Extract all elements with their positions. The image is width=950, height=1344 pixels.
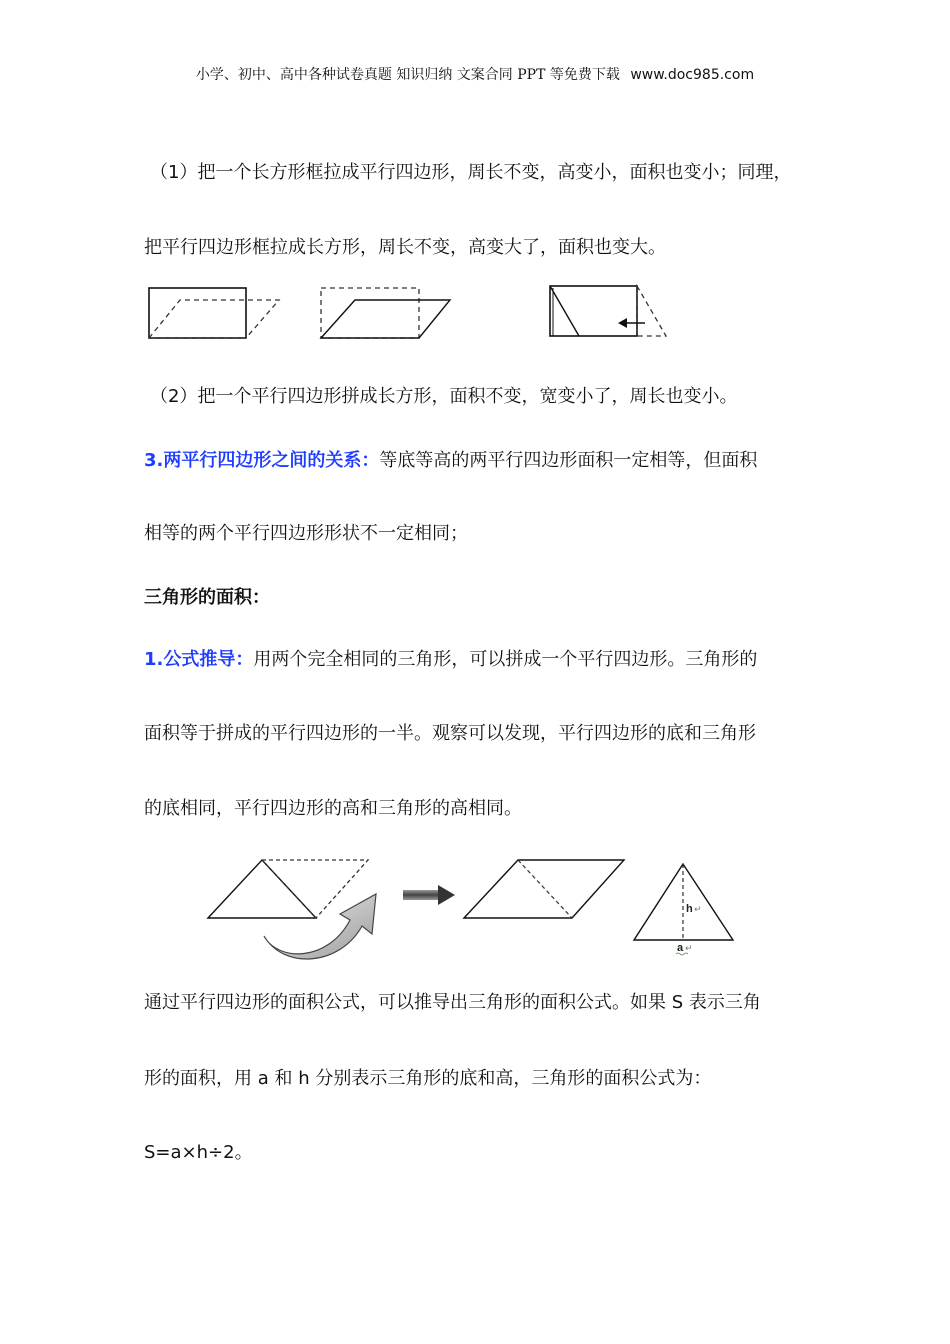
para4-line2: 面积等于拼成的平行四边形的一半。观察可以发现，平行四边形的底和三角形 xyxy=(144,723,756,744)
figure-rect-parallelogram xyxy=(140,280,680,346)
base-mark: ↵ xyxy=(685,944,693,954)
height-mark: ↵ xyxy=(694,905,702,915)
figure-triangle-derivation xyxy=(200,850,740,965)
para5-line3: S=a×h÷2。 xyxy=(144,1142,253,1163)
rotate-arrow-icon xyxy=(264,894,376,959)
height-label: h xyxy=(686,903,693,915)
figure2-triangle-height xyxy=(634,864,733,955)
para4-line1 xyxy=(144,648,757,672)
para4-line3: 的底相同，平行四边形的高和三角形的高相同。 xyxy=(144,798,522,819)
para3-line1 xyxy=(144,449,757,473)
para1-line2: 把平行四边形框拉成长方形，周长不变，高变大了，面积也变大。 xyxy=(144,237,666,258)
page-header xyxy=(0,64,950,84)
para2-line1: （2）把一个平行四边形拼成长方形，面积不变，宽变小了，周长也变小。 xyxy=(150,386,738,407)
section-title: 三角形的面积： xyxy=(144,587,270,608)
right-arrow-icon xyxy=(403,885,455,905)
header-text: 小学、初中、高中各种试卷真题 知识归纳 文案合同 PPT 等免费下载 xyxy=(195,67,620,83)
para4-line1-rest: 用两个完全相同的三角形，可以拼成一个平行四边形。三角形的 xyxy=(253,649,758,670)
para3-title: 3.两平行四边形之间的关系： xyxy=(144,450,380,471)
figure2-parallelogram xyxy=(464,860,624,918)
base-label: a xyxy=(677,942,684,954)
para4-title: 1.公式推导： xyxy=(144,649,254,670)
para3-line1-rest: 等底等高的两平行四边形面积一定相等，但面积 xyxy=(379,450,758,471)
para5-line2: 形的面积，用 a 和 h 分别表示三角形的底和高，三角形的面积公式为： xyxy=(144,1068,712,1089)
para1-line1: （1）把一个长方形框拉成平行四边形，周长不变，高变小，面积也变小；同理， xyxy=(150,162,792,183)
figure2-triangle-pair xyxy=(208,860,368,918)
figure1-shape-b xyxy=(321,288,450,338)
figure1-shape-c xyxy=(550,286,666,336)
para5-line1: 通过平行四边形的面积公式，可以推导出三角形的面积公式。如果 S 表示三角 xyxy=(144,992,761,1013)
para3-line2: 相等的两个平行四边形形状不一定相同； xyxy=(144,523,468,544)
header-url[interactable]: www.doc985.com xyxy=(630,67,755,83)
figure1-shape-a xyxy=(149,288,279,338)
